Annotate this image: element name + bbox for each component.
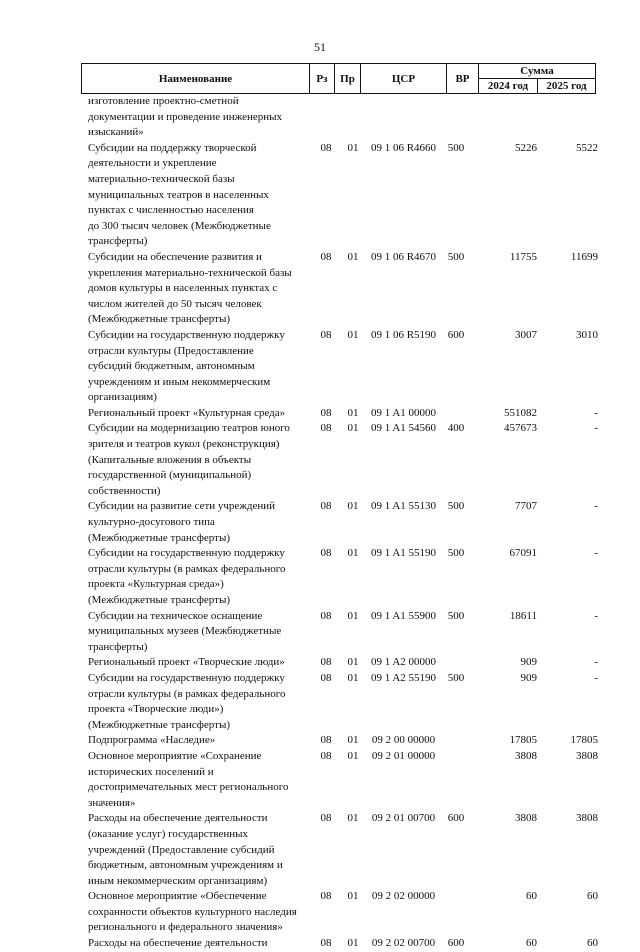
row-sum-2025: - <box>594 609 598 622</box>
row-pr: 01 <box>347 141 359 154</box>
row-name: Расходы на обеспечение деятельности (оказание услуг) государственных учреждений (Предоставление субсидий бюджетным, автономным учреждениям и иным некоммерческим организациям) <box>88 812 283 887</box>
table-row <box>88 889 598 936</box>
header-sum: Сумма <box>479 64 596 79</box>
row-rz: 08 <box>320 734 332 747</box>
row-vr: 400 <box>447 422 465 435</box>
row-vr: 500 <box>447 547 465 560</box>
row-csr: 09 2 02 00700 <box>371 937 436 950</box>
row-rz: 08 <box>320 328 332 341</box>
row-rz: 08 <box>320 609 332 622</box>
row-vr: 600 <box>447 812 465 825</box>
table-header <box>81 63 596 94</box>
row-vr <box>441 94 471 141</box>
row-csr: 09 1 A1 55130 <box>370 500 437 513</box>
row-csr: 09 1 06 R5190 <box>370 328 437 341</box>
row-pr: 01 <box>347 328 359 341</box>
row-vr: 600 <box>447 328 465 341</box>
row-rz: 08 <box>320 937 332 950</box>
row-rz: 08 <box>320 422 332 435</box>
row-csr: 09 1 A1 00000 <box>370 406 437 419</box>
row-sum-2024: 17805 <box>509 734 537 747</box>
row-rz: 08 <box>320 890 332 903</box>
row-vr: 600 <box>447 937 465 950</box>
header-rz: Рз <box>310 64 335 94</box>
row-sum-2024: 60 <box>526 937 537 950</box>
row-sum-2025: 60 <box>587 890 598 903</box>
row-pr <box>340 94 366 141</box>
row-csr: 09 2 01 00000 <box>371 749 436 762</box>
row-sum-2024 <box>471 94 537 141</box>
row-pr: 01 <box>347 812 359 825</box>
row-csr: 09 1 A2 00000 <box>370 656 437 669</box>
row-csr: 09 1 A2 55190 <box>370 671 437 684</box>
table-row <box>88 811 598 889</box>
table-row <box>88 655 598 671</box>
budget-table-body <box>88 94 598 952</box>
row-name: Субсидии на развитие сети учреждений культурно-досугового типа (Межбюджетные трансферты) <box>88 500 276 544</box>
row-pr: 01 <box>347 937 359 950</box>
row-pr: 01 <box>347 656 359 669</box>
row-csr: 09 2 00 00000 <box>371 734 436 747</box>
table-row <box>88 328 598 406</box>
row-csr <box>366 94 441 141</box>
table-row <box>88 141 598 250</box>
row-pr: 01 <box>347 547 359 560</box>
row-pr: 01 <box>347 749 359 762</box>
row-vr <box>441 749 471 811</box>
row-sum-2024: 3007 <box>515 328 537 341</box>
row-name: Региональный проект «Культурная среда» <box>88 406 286 419</box>
row-sum-2025: 5522 <box>576 141 598 154</box>
row-sum-2025: - <box>594 671 598 684</box>
row-sum-2025: 60 <box>587 937 598 950</box>
page-number: 51 <box>314 40 326 54</box>
row-pr: 01 <box>347 890 359 903</box>
row-name: Расходы на обеспечение деятельности <box>88 937 268 950</box>
row-vr <box>441 733 471 749</box>
row-vr: 500 <box>447 250 465 263</box>
row-sum-2025: - <box>594 656 598 669</box>
row-sum-2024: 3808 <box>515 812 537 825</box>
table-row <box>88 749 598 811</box>
row-name: Субсидии на государственную поддержку отрасли культуры (в рамках федерального проекта «Творческие люди») (Межбюджетные трансферты) <box>88 671 286 731</box>
row-vr: 500 <box>447 671 465 684</box>
row-vr: 500 <box>447 609 465 622</box>
row-sum-2024: 909 <box>520 671 537 684</box>
row-pr: 01 <box>347 500 359 513</box>
table-row <box>88 733 598 749</box>
table-row <box>88 499 598 546</box>
row-pr: 01 <box>347 422 359 435</box>
row-csr: 09 1 06 R4670 <box>370 250 437 263</box>
row-csr: 09 1 A1 55190 <box>370 547 437 560</box>
header-name: Наименование <box>82 64 310 94</box>
row-vr <box>441 655 471 671</box>
row-vr <box>441 889 471 936</box>
row-sum-2024: 551082 <box>504 406 537 419</box>
row-sum-2024: 3808 <box>515 749 537 762</box>
row-name: Субсидии на поддержку творческой деятельности и укрепление материально-технической базы муниципальных театров в населенных пунктах с численностью населения до 300 тысяч человек (Межбюджетные трансферты) <box>88 141 271 248</box>
row-name: Субсидии на государственную поддержку отрасли культуры (в рамках федерального проекта «Культурная среда») (Межбюджетные трансферты) <box>88 547 286 606</box>
row-name: Подпрограмма «Наследие» <box>88 734 216 747</box>
row-sum-2024: 909 <box>520 656 537 669</box>
row-csr: 09 1 06 R4660 <box>370 141 437 154</box>
row-rz: 08 <box>320 250 332 263</box>
table-row <box>88 936 598 952</box>
row-name: Субсидии на государственную поддержку отрасли культуры (Предоставление субсидий бюджетным, автономным учреждениям и иным некоммерческим организациям) <box>88 328 285 404</box>
table-row <box>88 671 598 733</box>
row-sum-2024: 18611 <box>509 609 537 622</box>
header-2025: 2025 год <box>538 79 596 94</box>
row-csr: 09 2 02 00000 <box>371 890 436 903</box>
row-name: Региональный проект «Творческие люди» <box>88 656 285 669</box>
row-sum-2025 <box>537 94 598 141</box>
row-name: изготовление проектно-сметной документации и проведение инженерных изысканий» <box>88 95 283 139</box>
row-name: Основное мероприятие «Обеспечение сохранности объектов культурного наследия регионального и федерального значения» <box>88 890 297 934</box>
row-sum-2024: 60 <box>526 890 537 903</box>
row-pr: 01 <box>347 671 359 684</box>
row-name: Субсидии на модернизацию театров юного зрителя и театров кукол (реконструкция) (Капитальные вложения в объекты государственной (муниципальной) собственности) <box>88 422 290 497</box>
row-rz: 08 <box>320 500 332 513</box>
table-row <box>88 250 598 328</box>
row-rz: 08 <box>320 141 332 154</box>
row-rz: 08 <box>320 671 332 684</box>
table-row <box>88 421 598 499</box>
header-pr: Пр <box>335 64 361 94</box>
row-pr: 01 <box>347 609 359 622</box>
row-name: Основное мероприятие «Сохранение исторических поселений и достопримечательных мест регионального значения» <box>88 749 289 809</box>
row-vr: 500 <box>447 500 465 513</box>
row-sum-2024: 457673 <box>504 422 537 435</box>
row-name: Субсидии на обеспечение развития и укрепления материально-технической базы домов культуры в населенных пунктах с числом жителей до 50 тысяч человек (Межбюджетные трансферты) <box>88 250 292 326</box>
row-sum-2025: - <box>594 406 598 419</box>
table-row <box>88 546 598 608</box>
table-row <box>88 94 598 141</box>
row-csr: 09 2 01 00700 <box>371 812 436 825</box>
table-row <box>88 406 598 422</box>
row-sum-2024: 7707 <box>515 500 537 513</box>
row-pr: 01 <box>347 406 359 419</box>
row-sum-2025: 3808 <box>576 749 598 762</box>
row-rz: 08 <box>320 812 332 825</box>
row-sum-2024: 11755 <box>509 250 537 263</box>
row-name: Субсидии на техническое оснащение муниципальных музеев (Межбюджетные трансферты) <box>88 609 282 653</box>
row-sum-2024: 5226 <box>515 141 537 154</box>
row-vr: 500 <box>447 141 465 154</box>
row-pr: 01 <box>347 250 359 263</box>
row-rz: 08 <box>320 656 332 669</box>
row-rz <box>312 94 340 141</box>
table-row <box>88 609 598 656</box>
row-rz: 08 <box>320 406 332 419</box>
row-rz: 08 <box>320 749 332 762</box>
row-vr <box>441 406 471 422</box>
row-sum-2025: - <box>594 547 598 560</box>
row-csr: 09 1 A1 54560 <box>370 422 437 435</box>
header-vr: ВР <box>447 64 479 94</box>
row-csr: 09 1 A1 55900 <box>370 609 437 622</box>
row-rz: 08 <box>320 547 332 560</box>
row-sum-2025: - <box>594 422 598 435</box>
row-sum-2025: 17805 <box>570 734 598 747</box>
row-sum-2025: 11699 <box>570 250 598 263</box>
row-sum-2025: 3010 <box>576 328 598 341</box>
header-csr: ЦСР <box>361 64 447 94</box>
row-pr: 01 <box>347 734 359 747</box>
row-sum-2024: 67091 <box>509 547 537 560</box>
header-2024: 2024 год <box>479 79 538 94</box>
row-sum-2025: - <box>594 500 598 513</box>
row-sum-2025: 3808 <box>576 812 598 825</box>
